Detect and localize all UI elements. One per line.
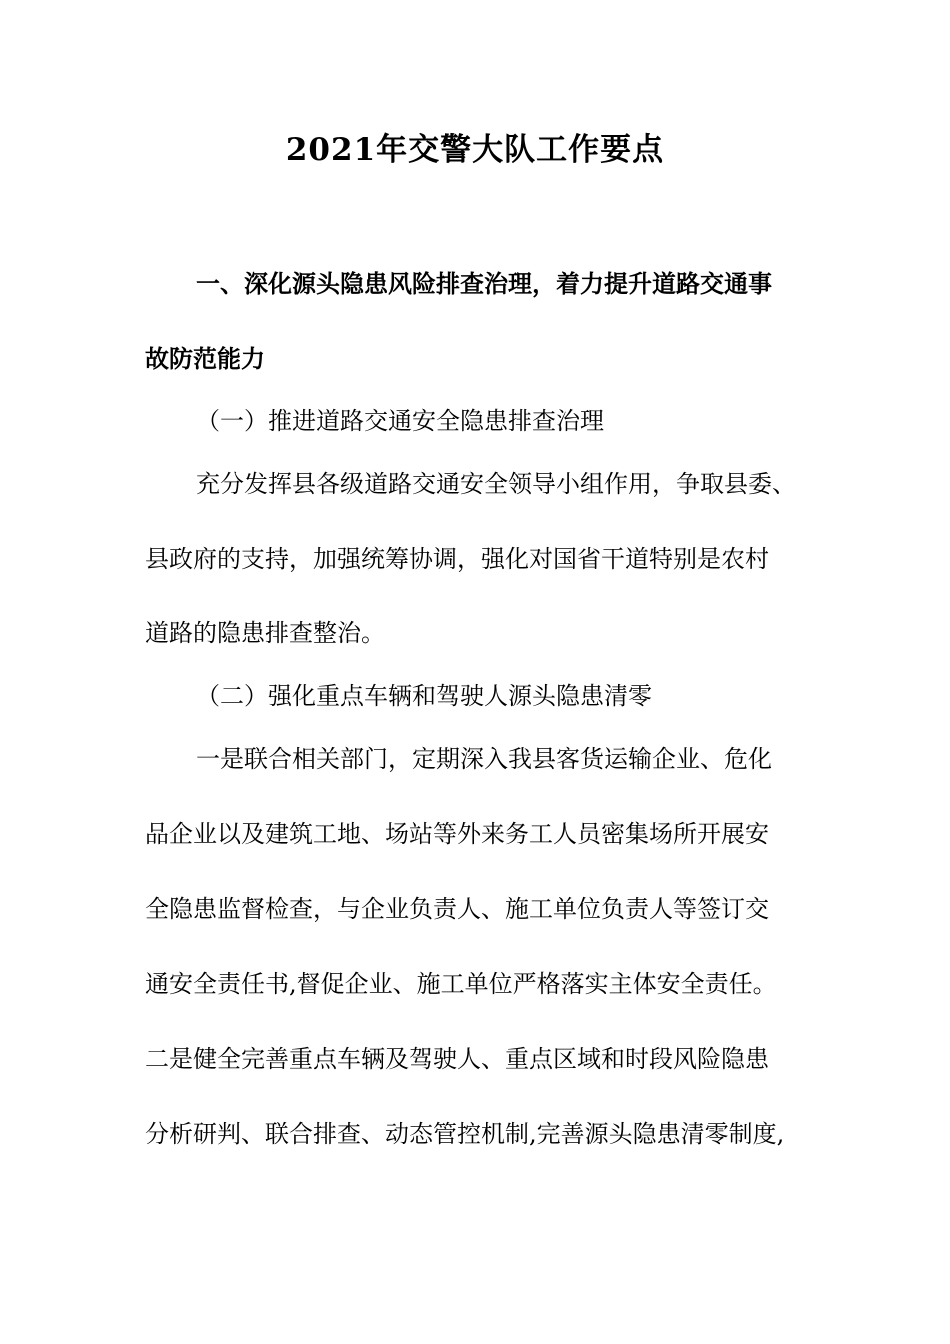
- paragraph-line: 一是联合相关部门，定期深入我县客货运输企业、危化: [196, 745, 772, 773]
- paragraph-line: 充分发挥县各级道路交通安全领导小组作用，争取县委、: [196, 470, 796, 498]
- paragraph-line: 分析研判、联合排查、动态管控机制,完善源头隐患清零制度,: [145, 1120, 785, 1148]
- subsection-heading-1: （一）推进道路交通安全隐患排查治理: [196, 407, 604, 435]
- paragraph-line: 县政府的支持，加强统筹协调，强化对国省干道特别是农村: [145, 545, 769, 573]
- section-heading-line-2: 故防范能力: [145, 344, 265, 373]
- section-heading-line-1: 一、深化源头隐患风险排查治理，着力提升道路交通事: [196, 269, 772, 298]
- paragraph-line: 二是健全完善重点车辆及驾驶人、重点区域和时段风险隐患: [145, 1045, 769, 1073]
- paragraph-line: 通安全责任书,督促企业、施工单位严格落实主体安全责任。: [145, 970, 777, 998]
- document-title: 2021年交警大队工作要点: [285, 132, 665, 168]
- paragraph-line: 道路的隐患排查整治。: [145, 619, 385, 647]
- subsection-heading-2: （二）强化重点车辆和驾驶人源头隐患清零: [196, 682, 652, 710]
- paragraph-line: 品企业以及建筑工地、场站等外来务工人员密集场所开展安: [145, 820, 769, 848]
- paragraph-line: 全隐患监督检查，与企业负责人、施工单位负责人等签订交: [145, 895, 769, 923]
